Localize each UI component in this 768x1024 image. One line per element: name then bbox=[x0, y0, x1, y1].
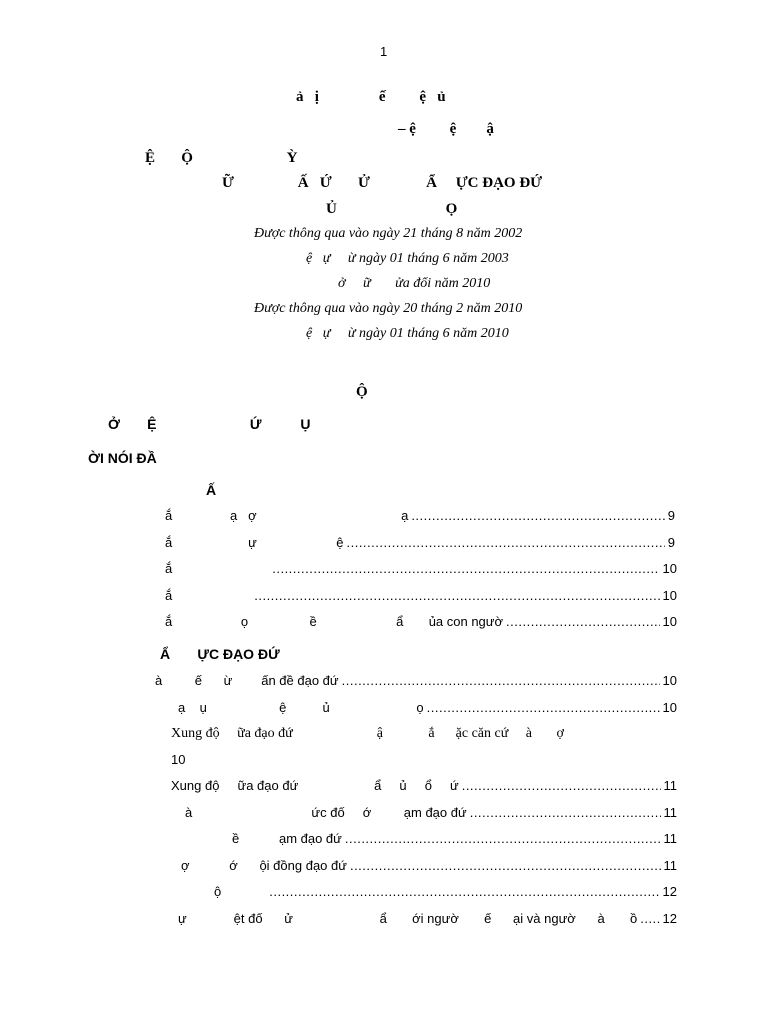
toc-leader bbox=[272, 561, 659, 576]
toc-entry[interactable]: ắ ạ ợ ạ ..... 9 bbox=[165, 508, 675, 526]
toc-leader bbox=[462, 778, 661, 793]
section-1-heading[interactable]: Ấ bbox=[206, 482, 217, 498]
heading-line-1: ả ị ế ệ ủ bbox=[296, 89, 446, 105]
toc-entry[interactable]: ộ ..... 12 bbox=[214, 884, 677, 902]
heading-line-5: Ủ Ọ bbox=[326, 201, 458, 217]
heading-line-2: – ệ ệ ậ bbox=[398, 121, 494, 137]
date-line-4: Được thông qua vào ngày 20 tháng 2 năm 2010 bbox=[254, 301, 523, 316]
toc-leader bbox=[470, 805, 661, 820]
section-2-heading[interactable]: Ẩ ỰC ĐẠO ĐỨ bbox=[160, 646, 280, 662]
date-line-2: ệ ự ừ ngày 01 tháng 6 năm 2003 bbox=[306, 251, 509, 266]
toc-leader bbox=[411, 508, 664, 523]
toc-entry[interactable]: à ức đố ớ ạm đạo đứ ..... 11 bbox=[185, 805, 677, 823]
toc-leader bbox=[254, 588, 659, 603]
preface-heading[interactable]: ỜI NÓI ĐẦ bbox=[88, 450, 157, 466]
toc-entry-wrapped[interactable]: Xung độ ữa đạo đứ ậ ắ ặc căn cứ à ợ bbox=[171, 726, 564, 741]
page-number: 1 bbox=[380, 44, 388, 59]
toc-entry[interactable]: ắ ự ệ ..... 9 bbox=[165, 535, 675, 553]
toc-leader bbox=[345, 831, 661, 846]
heading-line-3: Ệ Ộ Ỳ bbox=[145, 150, 298, 166]
toc-entry[interactable]: ắ ..... 10 bbox=[165, 561, 677, 579]
date-line-5: ệ ự ừ ngày 01 tháng 6 năm 2010 bbox=[306, 326, 509, 341]
toc-entry[interactable]: ắ ọ ề ẩ ủa con ngườ ..... 10 bbox=[165, 614, 677, 632]
toc-leader bbox=[506, 614, 660, 629]
toc-entry[interactable]: ắ ..... 10 bbox=[165, 588, 677, 606]
guide-heading: Ở Ệ Ứ Ụ bbox=[108, 416, 311, 432]
toc-entry-wrapped-page: 10 bbox=[171, 752, 186, 767]
toc-entry[interactable]: ề ạm đạo đứ ..... 11 bbox=[232, 831, 677, 849]
toc-entry[interactable]: ạ ụ ệ ủ ọ ..... 10 bbox=[178, 700, 677, 718]
contents-heading: Ộ bbox=[356, 384, 368, 400]
toc-entry[interactable]: ợ ớ ội đồng đạo đứ ..... 11 bbox=[181, 858, 677, 876]
date-line-3: ở ữ ửa đổi năm 2010 bbox=[338, 276, 491, 291]
toc-entry[interactable]: à ế ừ ấn đề đạo đứ ..... 10 bbox=[155, 673, 677, 691]
toc-leader bbox=[346, 535, 664, 550]
toc-leader bbox=[342, 673, 660, 688]
toc-leader bbox=[269, 884, 659, 899]
toc-leader bbox=[427, 700, 660, 715]
toc-leader bbox=[350, 858, 661, 873]
heading-line-4: Ữ Ấ Ứ Ử Ẩ ỰC ĐẠO ĐỨ bbox=[222, 175, 543, 191]
toc-leader bbox=[640, 911, 659, 926]
date-line-1: Được thông qua vào ngày 21 tháng 8 năm 2002 bbox=[254, 226, 523, 241]
toc-entry[interactable]: ự ệt đố ử ẩ ới ngườ ế ại và ngườ à ồ ..... 12 bbox=[178, 911, 677, 929]
toc-entry[interactable]: Xung độ ữa đạo đứ ẩ ủ ổ ứ ..... 11 bbox=[171, 778, 677, 796]
